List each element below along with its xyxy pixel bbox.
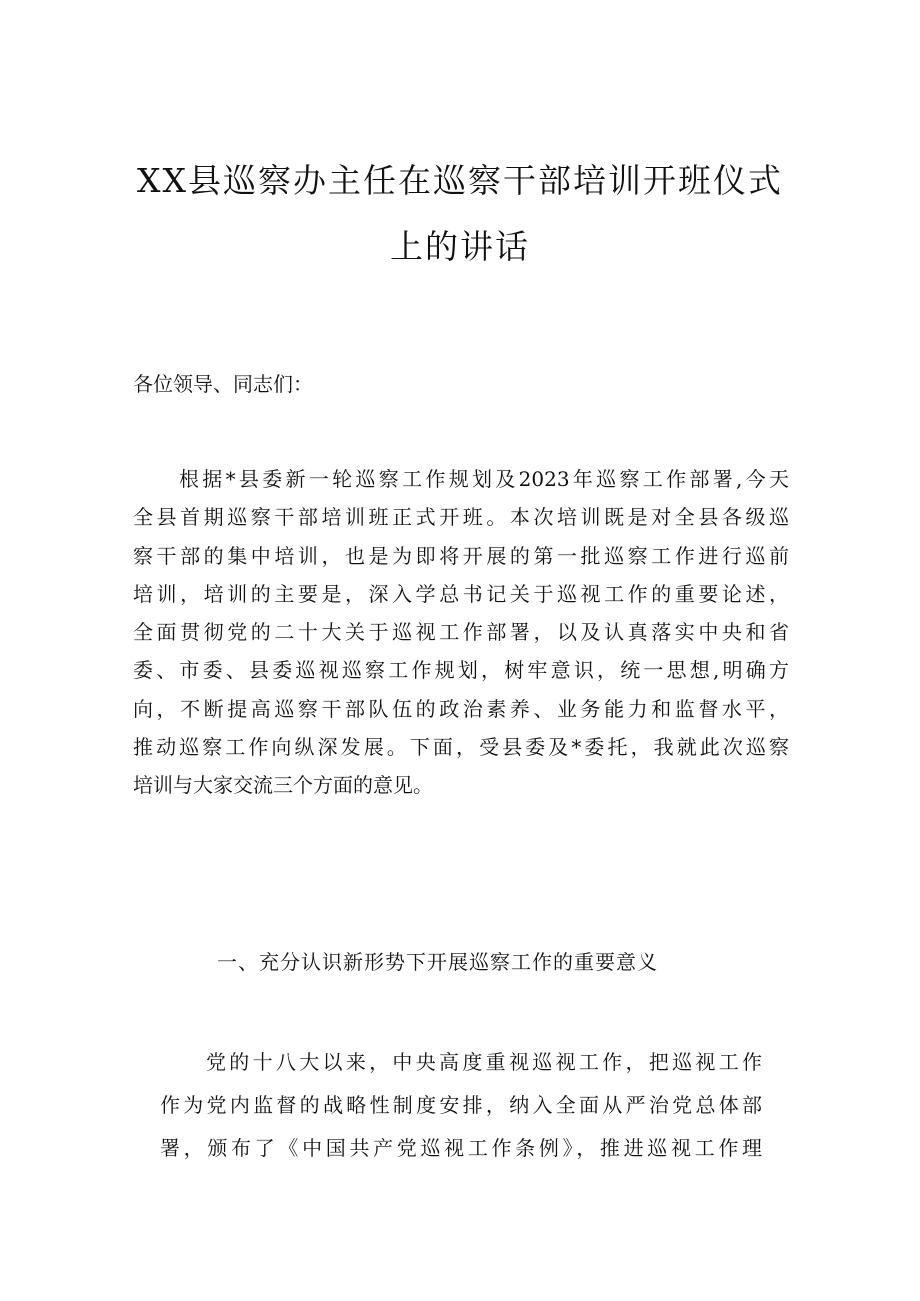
paragraph-line: 全面贯彻党的二十大关于巡视工作部署，以及认真落实中央和省: [133, 620, 789, 645]
paragraph-line: 委、市委、县委巡视巡察工作规划，树牢意识，统一思想,明确方: [133, 658, 789, 683]
paragraph-line: 培训，培训的主要是，深入学总书记关于巡视工作的重要论述，: [133, 581, 789, 606]
paragraph-line: 察干部的集中培训，也是为即将开展的第一批巡察工作进行巡前: [133, 543, 789, 568]
title-line-1: XX县巡察办主任在巡察干部培训开班仪式: [137, 161, 783, 200]
paragraph-line: 向，不断提高巡察干部队伍的政治素养、业务能力和监督水平，: [133, 696, 789, 721]
paragraph-section-1: [160, 1041, 762, 1170]
title-line-2: 上的讲话: [390, 227, 530, 266]
paragraph-line: 全县首期巡察干部培训班正式开班。本次培训既是对全县各级巡: [133, 505, 789, 530]
paragraph-line: 署，颁布了《中国共产党巡视工作条例》，推进巡视工作理: [160, 1136, 762, 1160]
paragraph-line: 根据*县委新一轮巡察工作规划及2023年巡察工作部署,今天: [179, 467, 789, 491]
paragraph-line: 推动巡察工作向纵深发展。下面，受县委及*委托，我就此次巡察: [133, 735, 789, 760]
paragraph-line: 党的十八大以来，中央高度重视巡视工作，把巡视工作: [206, 1050, 762, 1074]
paragraph-line: 作为党内监督的战略性制度安排，纳入全面从严治党总体部: [160, 1093, 762, 1117]
section-heading-1: 一、充分认识新形势下开展巡察工作的重要意义: [217, 950, 658, 974]
document-title: [110, 148, 810, 280]
paragraph-intro: [133, 460, 789, 805]
paragraph-line: 培训与大家交流三个方面的意见。: [133, 773, 433, 798]
salutation: 各位领导、同志们：: [133, 372, 313, 396]
